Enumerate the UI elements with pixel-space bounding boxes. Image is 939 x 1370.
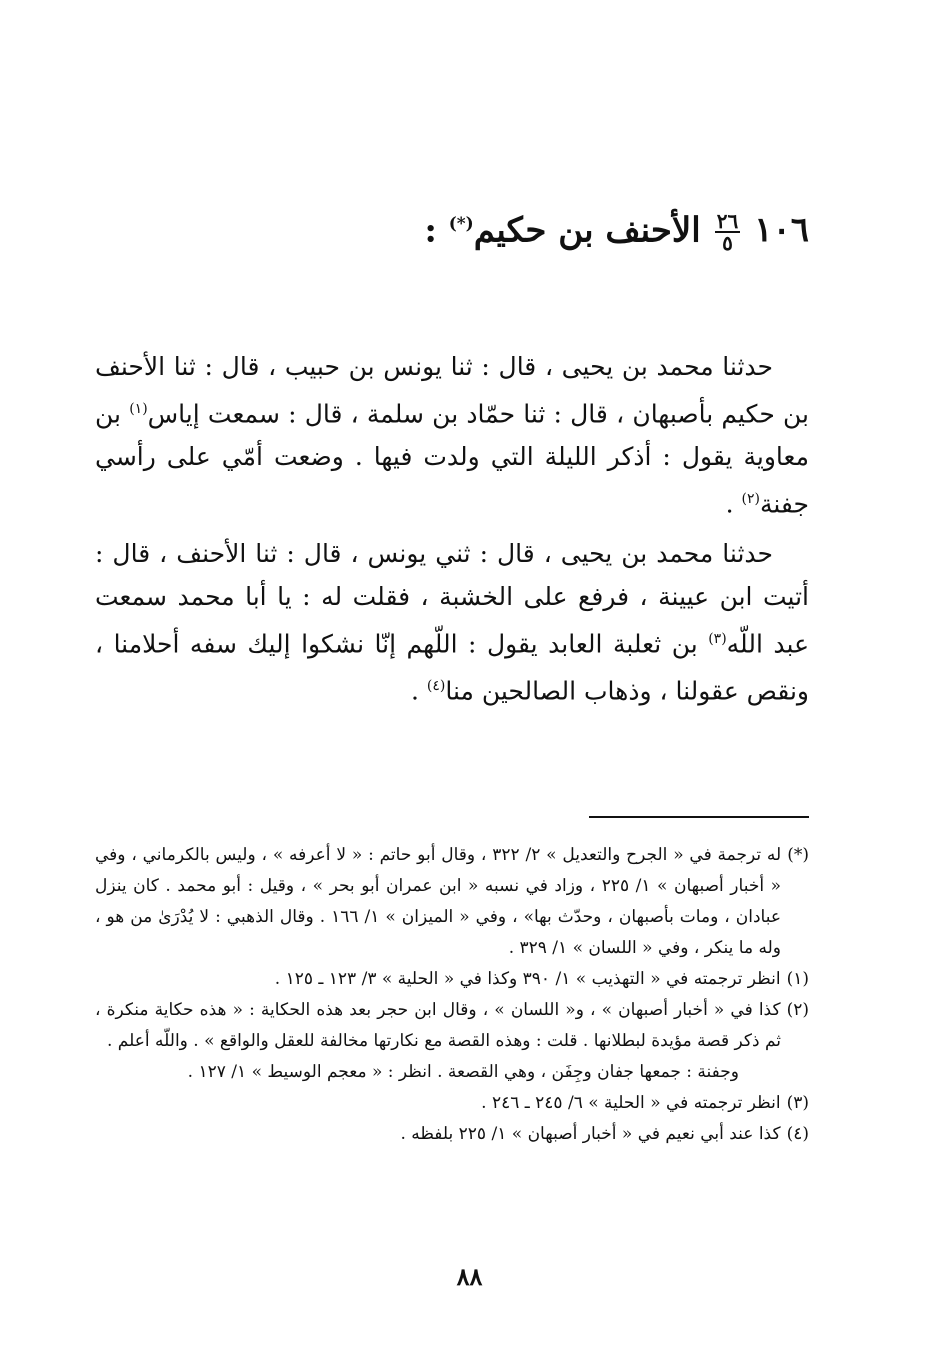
footnote-2-continuation: وجفنة : جمعها جفان وجِفَن ، وهي القصعة . انظر : « معجم الوسيط » ١/ ١٢٧ . — [187, 1062, 739, 1082]
footnote-1-mark: (١) — [786, 969, 809, 989]
footnote-4-mark: (٤) — [786, 1124, 809, 1144]
paragraph-2 — [95, 532, 809, 713]
footnote-ref-4: (٤) — [426, 677, 446, 694]
entry-reference-fraction — [715, 209, 740, 256]
paragraph-2-text-a: حدثنا محمد بن يحيى ، قال : ثني يونس ، قال : ثنا الأحنف ، قال : أتيت ابن عيينة ، فرفع على الخشبة ، فقلت له : يا أبا محمد سمعت عبد اللّه — [95, 538, 809, 658]
footnote-divider — [589, 816, 809, 818]
paragraph-2-text-b: بن ثعلبة العابد يقول : اللّهم إنّا نشكوا إليك سفه أحلامنا ، ونقص عقولنا ، وذهاب الصالحين منا — [95, 628, 809, 706]
fraction-denominator: ٥ — [722, 231, 733, 256]
paragraph-1-text-b: بن معاوية يقول : أذكر الليلة التي ولدت فيها . وضعت أمّي على رأسي جفنة — [95, 399, 809, 519]
footnote-ref-1: (١) — [129, 401, 148, 417]
paragraph-1 — [95, 345, 809, 526]
heading-colon: : — [424, 210, 437, 251]
footnote-1 — [95, 964, 809, 995]
footnotes — [95, 840, 809, 1150]
footnote-4-text: كذا عند أبي نعيم في « أخبار أصبهان » ١/ ٢٢٥ بلفظه . — [400, 1124, 781, 1144]
footnote-1-text: انظر ترجمته في « التهذيب » ١/ ٣٩٠ وكذا في « الحلية » ٣/ ١٢٣ ـ ١٢٥ . — [274, 969, 781, 989]
page-number: ٨٨ — [456, 1262, 483, 1291]
footnote-3-mark: (٣) — [786, 1093, 809, 1113]
footnote-star — [95, 840, 809, 964]
footnote-2-text: كذا في « أخبار أصبهان » ، و« اللسان » ، وقال ابن حجر بعد هذه الحكاية : « هذه حكاية منكرة ، ثم ذكر قصة مؤيدة لبطلانها . قلت : وهذه القصة مع نكارتها مخالفة للعقل والواقع » . واللّه أعلم . — [95, 1000, 781, 1051]
paragraph-1-text-a: حدثنا محمد بن يحيى ، قال : ثنا يونس بن حبيب ، قال : ثنا الأحنف بن حكيم بأصبهان ، قال : ثنا حمّاد بن سلمة ، قال : سمعت إياس — [95, 352, 810, 429]
footnote-star-mark: (*) — [787, 845, 809, 865]
footnote-2 — [95, 995, 809, 1057]
heading-note-mark: (*) — [448, 214, 474, 234]
paragraph-2-text-c: . — [410, 676, 427, 706]
footnote-2-mark: (٢) — [786, 1000, 809, 1020]
footnote-3 — [95, 1088, 809, 1119]
entry-title: الأحنف بن حكيم — [473, 210, 701, 251]
paragraph-1-text-c: . — [725, 489, 742, 519]
footnote-3-text: انظر ترجمته في « الحلية » ٦/ ٢٤٥ ـ ٢٤٦ . — [481, 1093, 781, 1113]
footnote-4 — [95, 1119, 809, 1150]
footnote-ref-2: (٢) — [741, 491, 760, 508]
main-text — [95, 345, 809, 718]
fraction-numerator: ٢٦ — [716, 209, 739, 234]
entry-number: ١٠٦ — [754, 210, 809, 251]
footnote-ref-3: (٣) — [708, 630, 727, 647]
entry-heading — [120, 200, 809, 254]
footnote-star-text: له ترجمة في « الجرح والتعديل » ٢/ ٣٢٢ ، وقال أبو حاتم : « لا أعرفه » ، وليس بالكرماني ، وفي « أخبار أصبهان » ١/ ٢٢٥ ، وزاد في نسبه « ابن عمران أبو بحر » ، وقيل : أبو محمد . كان ينزل عبادان ، ومات بأصبهان ، وحدّث بها» ، وفي « الميزان » ١/ ١٦٦ . وقال الذهبي : لا يُدْرَىٰ من هو ، وله ما ينكر ، وفي « اللسان » ١/ ٣٢٩ . — [95, 845, 782, 958]
